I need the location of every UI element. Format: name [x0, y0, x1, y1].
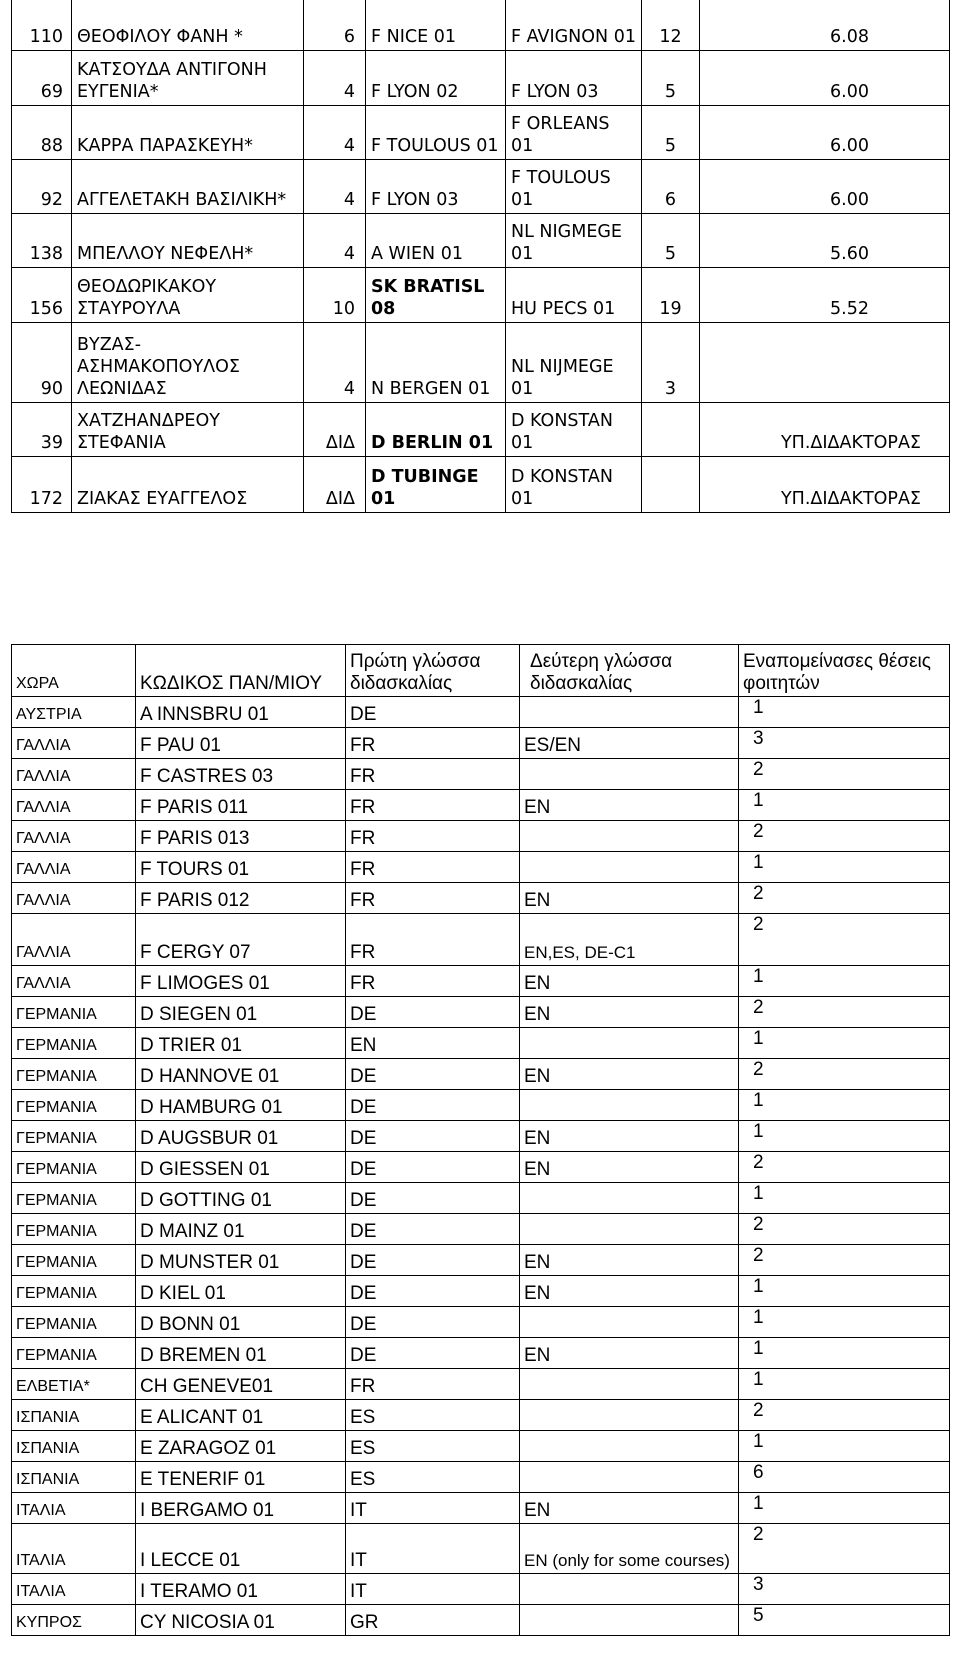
header-row — [12, 645, 950, 697]
second-language-cell: EN — [520, 1276, 739, 1307]
country-cell: ΓΑΛΛΙΑ — [12, 883, 136, 914]
first-language-cell: DE — [346, 1338, 520, 1369]
table-row — [12, 267, 950, 322]
second-choice-university: F AVIGNON 01 — [506, 0, 642, 50]
table-row — [12, 821, 950, 852]
table-row — [12, 105, 950, 159]
second-language-cell — [520, 852, 739, 883]
table-row — [12, 1183, 950, 1214]
first-language-cell: IT — [346, 1574, 520, 1605]
university-code-cell: D SIEGEN 01 — [136, 997, 346, 1028]
first-language-cell: DE — [346, 1152, 520, 1183]
remaining-seats-cell: 1 — [739, 966, 950, 997]
first-language-cell: DE — [346, 1059, 520, 1090]
university-code-cell: F CERGY 07 — [136, 914, 346, 966]
first-language-cell: FR — [346, 1369, 520, 1400]
remaining-seats-cell: 6 — [739, 1462, 950, 1493]
second-language-cell — [520, 1462, 739, 1493]
second-language-cell — [520, 1183, 739, 1214]
second-language-cell — [520, 1028, 739, 1059]
first-language-cell: FR — [346, 790, 520, 821]
first-language-cell: FR — [346, 883, 520, 914]
first-language-cell: FR — [346, 728, 520, 759]
header-seats: Εναπομείνασες θέσεις φοιτητών — [739, 645, 950, 697]
second-language-cell — [520, 697, 739, 728]
table-row — [12, 1028, 950, 1059]
table-row — [12, 1431, 950, 1462]
score: 4 — [304, 50, 366, 105]
table-row — [12, 966, 950, 997]
remaining-seats-cell: 2 — [739, 1524, 950, 1574]
country-cell: ΕΛΒΕΤΙΑ* — [12, 1369, 136, 1400]
country-cell: ΙΤΑΛΙΑ — [12, 1574, 136, 1605]
university-code-cell: A INNSBRU 01 — [136, 697, 346, 728]
first-choice-university: D TUBINGE 01 — [366, 456, 506, 512]
country-cell: ΓΕΡΜΑΝΙΑ — [12, 1214, 136, 1245]
header-lang1: Πρώτη γλώσσα διδασκαλίας — [346, 645, 520, 697]
country-cell: ΓΑΛΛΙΑ — [12, 966, 136, 997]
remaining-seats-cell: 2 — [739, 759, 950, 790]
first-choice-university: F NICE 01 — [366, 0, 506, 50]
country-cell: ΓΑΛΛΙΑ — [12, 821, 136, 852]
country-cell: ΓΕΡΜΑΝΙΑ — [12, 997, 136, 1028]
available-places-table — [11, 644, 950, 1636]
grade-value: 6.00 — [700, 105, 950, 159]
first-language-cell: DE — [346, 1276, 520, 1307]
table-row — [12, 1121, 950, 1152]
remaining-seats-cell: 1 — [739, 852, 950, 883]
row-id: 39 — [12, 402, 72, 456]
second-choice-university: NL NIJMEGE 01 — [506, 322, 642, 402]
score: 10 — [304, 267, 366, 322]
university-code-cell: D GOTTING 01 — [136, 1183, 346, 1214]
country-cell: ΙΤΑΛΙΑ — [12, 1493, 136, 1524]
remaining-seats-cell: 1 — [739, 1276, 950, 1307]
university-code-cell: I TERAMO 01 — [136, 1574, 346, 1605]
first-language-cell: FR — [346, 852, 520, 883]
first-language-cell: DE — [346, 1245, 520, 1276]
table-row — [12, 0, 950, 50]
score-2: 3 — [642, 322, 700, 402]
country-cell: ΓΑΛΛΙΑ — [12, 759, 136, 790]
second-choice-university: F ORLEANS 01 — [506, 105, 642, 159]
table-row — [12, 1090, 950, 1121]
table-row — [12, 1493, 950, 1524]
remaining-seats-cell: 5 — [739, 1605, 950, 1636]
score-2: 19 — [642, 267, 700, 322]
table-row — [12, 213, 950, 267]
score-2 — [642, 402, 700, 456]
second-language-cell — [520, 1431, 739, 1462]
table-row — [12, 1276, 950, 1307]
remaining-seats-cell: 1 — [739, 1338, 950, 1369]
university-code-cell: F PARIS 011 — [136, 790, 346, 821]
university-code-cell: E ALICANT 01 — [136, 1400, 346, 1431]
remaining-seats-cell: 3 — [739, 728, 950, 759]
remaining-seats-cell: 1 — [739, 1121, 950, 1152]
remaining-seats-cell: 2 — [739, 1214, 950, 1245]
table-row — [12, 50, 950, 105]
first-language-cell: GR — [346, 1605, 520, 1636]
table-row — [12, 402, 950, 456]
table-row — [12, 1152, 950, 1183]
first-language-cell: IT — [346, 1524, 520, 1574]
table-row — [12, 1214, 950, 1245]
student-name: ΚΑΤΣΟΥΔΑ ΑΝΤΙΓΟΝΗ ΕΥΓΕΝΙΑ* — [72, 50, 304, 105]
table-row — [12, 1400, 950, 1431]
country-cell: ΑΥΣΤΡΙΑ — [12, 697, 136, 728]
country-cell: ΓΕΡΜΑΝΙΑ — [12, 1183, 136, 1214]
table-row — [12, 759, 950, 790]
second-choice-university: F LYON 03 — [506, 50, 642, 105]
second-language-cell — [520, 1214, 739, 1245]
first-language-cell: DE — [346, 1121, 520, 1152]
score: 6 — [304, 0, 366, 50]
second-language-cell: EN — [520, 997, 739, 1028]
table-row — [12, 1574, 950, 1605]
second-language-cell: ES/EN — [520, 728, 739, 759]
first-language-cell: FR — [346, 966, 520, 997]
remaining-seats-cell: 1 — [739, 1431, 950, 1462]
university-code-cell: I LECCE 01 — [136, 1524, 346, 1574]
grade-value: ΥΠ.ΔΙΔΑΚΤΟΡΑΣ — [700, 456, 950, 512]
row-id: 90 — [12, 322, 72, 402]
header-country: ΧΩΡΑ — [12, 645, 136, 697]
country-cell: ΙΤΑΛΙΑ — [12, 1524, 136, 1574]
score-2: 5 — [642, 213, 700, 267]
country-cell: ΙΣΠΑΝΙΑ — [12, 1400, 136, 1431]
first-language-cell: DE — [346, 997, 520, 1028]
university-code-cell: D MUNSTER 01 — [136, 1245, 346, 1276]
student-name: ΑΓΓΕΛΕΤΑΚΗ ΒΑΣΙΛΙΚΗ* — [72, 159, 304, 213]
university-code-cell: D BONN 01 — [136, 1307, 346, 1338]
country-cell: ΓΕΡΜΑΝΙΑ — [12, 1090, 136, 1121]
grade-value: 5.60 — [700, 213, 950, 267]
row-id: 138 — [12, 213, 72, 267]
remaining-seats-cell: 2 — [739, 1152, 950, 1183]
table-row — [12, 997, 950, 1028]
table-row — [12, 914, 950, 966]
second-language-cell — [520, 821, 739, 852]
first-language-cell: DE — [346, 1183, 520, 1214]
table-row — [12, 1605, 950, 1636]
second-language-cell — [520, 1400, 739, 1431]
first-language-cell: IT — [346, 1493, 520, 1524]
student-name: ΖΙΑΚΑΣ ΕΥΑΓΓΕΛΟΣ — [72, 456, 304, 512]
country-cell: ΓΑΛΛΙΑ — [12, 728, 136, 759]
score: 4 — [304, 159, 366, 213]
student-name: ΚΑΡΡΑ ΠΑΡΑΣΚΕΥΗ* — [72, 105, 304, 159]
table-row — [12, 456, 950, 512]
header-code: ΚΩΔΙΚΟΣ ΠΑΝ/ΜΙΟΥ — [136, 645, 346, 697]
remaining-seats-cell: 3 — [739, 1574, 950, 1605]
first-language-cell: DE — [346, 697, 520, 728]
first-language-cell: DE — [346, 1090, 520, 1121]
second-language-cell — [520, 1605, 739, 1636]
country-cell: ΙΣΠΑΝΙΑ — [12, 1431, 136, 1462]
first-language-cell: ES — [346, 1400, 520, 1431]
first-choice-university: F TOULOUS 01 — [366, 105, 506, 159]
second-language-cell: EN — [520, 1121, 739, 1152]
first-language-cell: EN — [346, 1028, 520, 1059]
second-language-cell: EN — [520, 883, 739, 914]
second-choice-university: D KONSTAN 01 — [506, 402, 642, 456]
score: ΔΙΔ — [304, 402, 366, 456]
remaining-seats-cell: 2 — [739, 883, 950, 914]
remaining-seats-cell: 1 — [739, 1369, 950, 1400]
country-cell: ΓΑΛΛΙΑ — [12, 914, 136, 966]
first-choice-university: F LYON 03 — [366, 159, 506, 213]
university-code-cell: F PAU 01 — [136, 728, 346, 759]
country-cell: ΓΑΛΛΙΑ — [12, 790, 136, 821]
second-language-cell: EN — [520, 1245, 739, 1276]
remaining-seats-cell: 1 — [739, 1090, 950, 1121]
first-choice-university: D BERLIN 01 — [366, 402, 506, 456]
score-2: 12 — [642, 0, 700, 50]
table-row — [12, 852, 950, 883]
table-row — [12, 159, 950, 213]
remaining-seats-cell: 1 — [739, 1493, 950, 1524]
country-cell: ΓΕΡΜΑΝΙΑ — [12, 1028, 136, 1059]
score-2: 5 — [642, 105, 700, 159]
student-name: ΘΕΟΦΙΛΟΥ ΦΑΝΗ * — [72, 0, 304, 50]
row-id: 110 — [12, 0, 72, 50]
grade-value: 6.00 — [700, 50, 950, 105]
remaining-seats-cell: 2 — [739, 821, 950, 852]
table-row — [12, 1307, 950, 1338]
row-id: 69 — [12, 50, 72, 105]
country-cell: ΚΥΠΡΟΣ — [12, 1605, 136, 1636]
table-row — [12, 1369, 950, 1400]
student-name: ΘΕΟΔΩΡΙΚΑΚΟΥ ΣΤΑΥΡΟΥΛΑ — [72, 267, 304, 322]
university-code-cell: D GIESSEN 01 — [136, 1152, 346, 1183]
university-code-cell: E ZARAGOZ 01 — [136, 1431, 346, 1462]
university-code-cell: D MAINZ 01 — [136, 1214, 346, 1245]
second-language-cell — [520, 1090, 739, 1121]
country-cell: ΙΣΠΑΝΙΑ — [12, 1462, 136, 1493]
first-choice-university: F LYON 02 — [366, 50, 506, 105]
university-code-cell: D KIEL 01 — [136, 1276, 346, 1307]
remaining-seats-cell: 2 — [739, 1059, 950, 1090]
second-language-cell: EN — [520, 1059, 739, 1090]
student-name: ΧΑΤΖΗΑΝΔΡΕΟΥ ΣΤΕΦΑΝΙΑ — [72, 402, 304, 456]
university-code-cell: F CASTRES 03 — [136, 759, 346, 790]
first-language-cell: ES — [346, 1431, 520, 1462]
score-2: 5 — [642, 50, 700, 105]
second-language-cell: EN — [520, 1493, 739, 1524]
grade-value: ΥΠ.ΔΙΔΑΚΤΟΡΑΣ — [700, 402, 950, 456]
second-language-cell: EN — [520, 790, 739, 821]
country-cell: ΓΑΛΛΙΑ — [12, 852, 136, 883]
second-choice-university: D KONSTAN 01 — [506, 456, 642, 512]
student-name: ΒΥΖΑΣ-ΑΣΗΜΑΚΟΠΟΥΛΟΣ ΛΕΩΝΙΔΑΣ — [72, 322, 304, 402]
country-cell: ΓΕΡΜΑΝΙΑ — [12, 1338, 136, 1369]
country-cell: ΓΕΡΜΑΝΙΑ — [12, 1245, 136, 1276]
score-2: 6 — [642, 159, 700, 213]
grade-value — [700, 322, 950, 402]
row-id: 156 — [12, 267, 72, 322]
first-language-cell: FR — [346, 914, 520, 966]
university-code-cell: F LIMOGES 01 — [136, 966, 346, 997]
second-choice-university: NL NIGMEGE 01 — [506, 213, 642, 267]
table-row — [12, 1524, 950, 1574]
university-code-cell: F PARIS 013 — [136, 821, 346, 852]
university-code-cell: F TOURS 01 — [136, 852, 346, 883]
university-code-cell: D HAMBURG 01 — [136, 1090, 346, 1121]
second-language-cell — [520, 1369, 739, 1400]
remaining-seats-cell: 2 — [739, 997, 950, 1028]
second-language-cell: EN — [520, 1338, 739, 1369]
second-choice-university: HU PECS 01 — [506, 267, 642, 322]
first-language-cell: FR — [346, 759, 520, 790]
remaining-seats-cell: 1 — [739, 1307, 950, 1338]
second-language-cell: EN — [520, 1152, 739, 1183]
table-row — [12, 1245, 950, 1276]
first-choice-university: A WIEN 01 — [366, 213, 506, 267]
first-choice-university: N BERGEN 01 — [366, 322, 506, 402]
first-choice-university: SK BRATISL 08 — [366, 267, 506, 322]
row-id: 172 — [12, 456, 72, 512]
university-code-cell: D HANNOVE 01 — [136, 1059, 346, 1090]
university-code-cell: D TRIER 01 — [136, 1028, 346, 1059]
grade-value: 6.08 — [700, 0, 950, 50]
remaining-seats-cell: 1 — [739, 1183, 950, 1214]
first-language-cell: FR — [346, 821, 520, 852]
university-code-cell: D BREMEN 01 — [136, 1338, 346, 1369]
header-lang2: Δεύτερη γλώσσα διδασκαλίας — [520, 645, 739, 697]
row-id: 88 — [12, 105, 72, 159]
table-row — [12, 728, 950, 759]
table-row — [12, 1059, 950, 1090]
table-row — [12, 322, 950, 402]
student-name: ΜΠΕΛΛΟΥ ΝΕΦΕΛΗ* — [72, 213, 304, 267]
remaining-seats-cell: 2 — [739, 1245, 950, 1276]
country-cell: ΓΕΡΜΑΝΙΑ — [12, 1121, 136, 1152]
country-cell: ΓΕΡΜΑΝΙΑ — [12, 1152, 136, 1183]
first-language-cell: DE — [346, 1307, 520, 1338]
second-language-cell — [520, 1574, 739, 1605]
country-cell: ΓΕΡΜΑΝΙΑ — [12, 1307, 136, 1338]
table-row — [12, 1338, 950, 1369]
second-language-cell — [520, 759, 739, 790]
university-code-cell: CY NICOSIA 01 — [136, 1605, 346, 1636]
university-code-cell: F PARIS 012 — [136, 883, 346, 914]
student-ranking-table — [11, 0, 950, 513]
score: 4 — [304, 105, 366, 159]
score: ΔΙΔ — [304, 456, 366, 512]
table-row — [12, 697, 950, 728]
second-choice-university: F TOULOUS 01 — [506, 159, 642, 213]
second-language-cell — [520, 1307, 739, 1338]
university-code-cell: E TENERIF 01 — [136, 1462, 346, 1493]
table-row — [12, 1462, 950, 1493]
country-cell: ΓΕΡΜΑΝΙΑ — [12, 1059, 136, 1090]
remaining-seats-cell: 2 — [739, 1400, 950, 1431]
score-2 — [642, 456, 700, 512]
university-code-cell: I BERGAMO 01 — [136, 1493, 346, 1524]
remaining-seats-cell: 2 — [739, 914, 950, 966]
first-language-cell: DE — [346, 1214, 520, 1245]
grade-value: 6.00 — [700, 159, 950, 213]
remaining-seats-cell: 1 — [739, 1028, 950, 1059]
country-cell: ΓΕΡΜΑΝΙΑ — [12, 1276, 136, 1307]
second-language-cell: EN — [520, 966, 739, 997]
second-language-cell: EN (only for some courses) — [520, 1524, 739, 1574]
remaining-seats-cell: 1 — [739, 697, 950, 728]
score: 4 — [304, 322, 366, 402]
grade-value: 5.52 — [700, 267, 950, 322]
table-row — [12, 883, 950, 914]
second-language-cell: EN,ES, DE-C1 — [520, 914, 739, 966]
remaining-seats-cell: 1 — [739, 790, 950, 821]
row-id: 92 — [12, 159, 72, 213]
table-row — [12, 790, 950, 821]
first-language-cell: ES — [346, 1462, 520, 1493]
university-code-cell: CH GENEVE01 — [136, 1369, 346, 1400]
university-code-cell: D AUGSBUR 01 — [136, 1121, 346, 1152]
score: 4 — [304, 213, 366, 267]
